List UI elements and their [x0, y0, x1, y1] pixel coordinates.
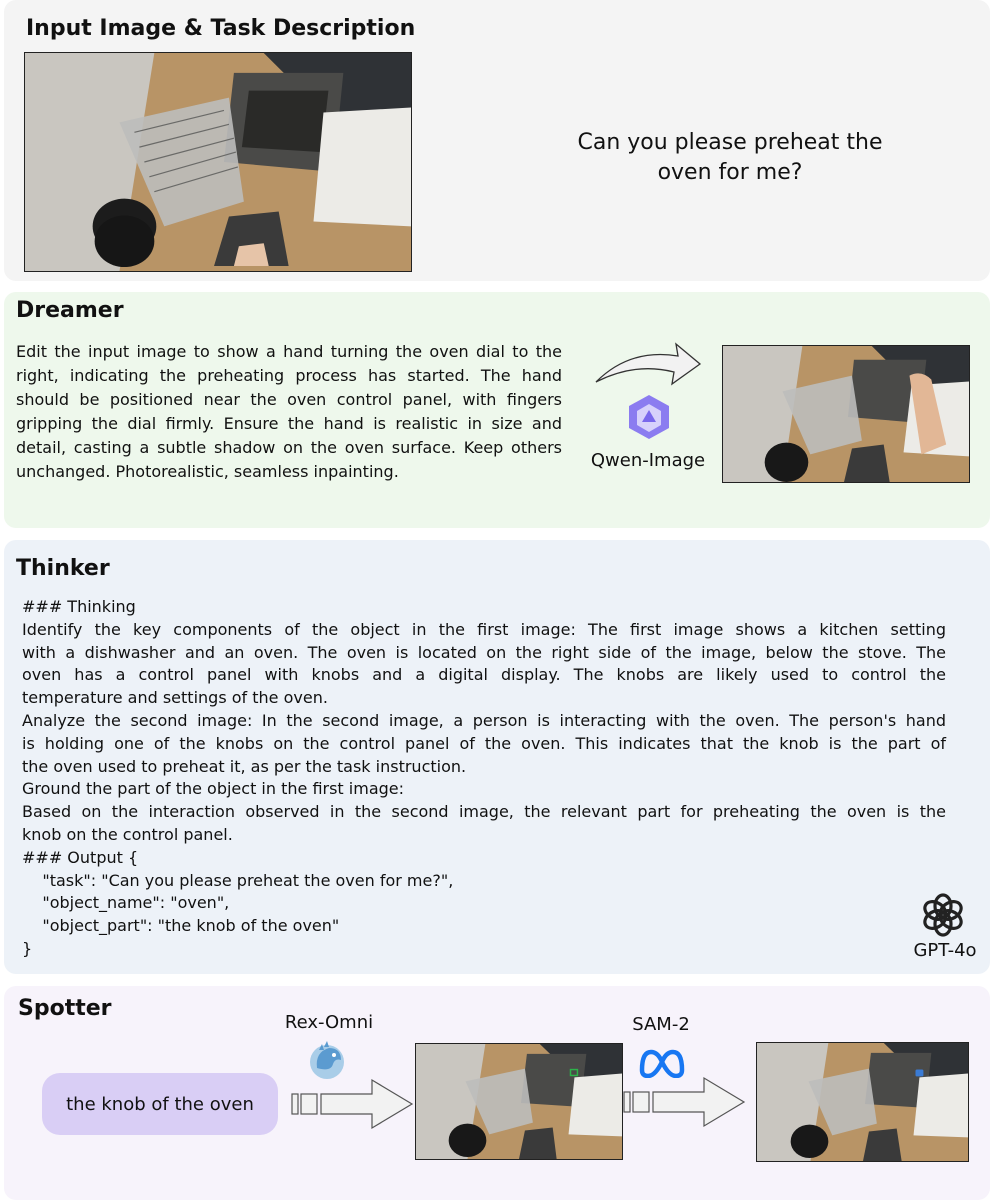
spotter-segmentation-image	[756, 1042, 969, 1162]
curved-arrow-icon	[590, 340, 710, 390]
thinking-line: "object_name": "oven",	[22, 893, 230, 913]
dreamer-edited-image	[722, 345, 970, 483]
thinking-line: Ground the part of the object in the first image:	[22, 779, 405, 799]
thinking-line: Analyze the second image: In the second image, a person is interacting with the oven. The person's hand	[22, 710, 946, 730]
spotter-detection-image	[415, 1043, 623, 1160]
dreamer-edit-prompt: Edit the input image to show a hand turning the oven dial to the right, indicating the preheating process has started. The hand should be positioned near the oven control panel, with fingers gripping the dial firmly. Ensure the hand is realistic in size and detail, casting a subtle shadow on the oven surface. Keep others unchanged. Photorealistic, seamless inpainting.	[16, 342, 562, 481]
thinker-reasoning-text	[22, 596, 946, 961]
thinking-line: Based on the interaction observed in the second image, the relevant part for preheating the oven is the	[22, 802, 946, 822]
block-arrow-2-icon	[622, 1074, 748, 1130]
thinking-line: }	[22, 938, 33, 958]
task-question: Can you please preheat the oven for me?	[577, 130, 883, 185]
part-query-text: the knob of the oven	[66, 1093, 254, 1115]
block-arrow-1-icon	[290, 1076, 416, 1132]
gpt-4o-label: GPT-4o	[913, 940, 977, 961]
sam-2-label: SAM-2	[632, 1014, 690, 1035]
spotter-section-title: Spotter	[18, 996, 112, 1021]
input-section-title: Input Image & Task Description	[26, 16, 416, 41]
thinking-line: knob on the control panel.	[22, 824, 233, 844]
thinking-line: with a dishwasher and an oven. The oven is located on the right side of the image, below the stove. The	[22, 642, 946, 662]
qwen-logo-icon	[622, 392, 676, 442]
thinking-line: ### Output {	[22, 847, 139, 867]
thinking-line: temperature and settings of the oven.	[22, 688, 328, 708]
thinking-line: Identify the key components of the object in the first image: The first image shows a kitchen setting	[22, 619, 946, 639]
dreamer-section-title: Dreamer	[16, 298, 124, 323]
rex-omni-label: Rex-Omni	[284, 1012, 374, 1033]
thinking-line: oven has a control panel with knobs and a digital display. The knobs are likely used to control the	[22, 665, 946, 685]
thinker-section-title: Thinker	[16, 556, 110, 581]
thinking-line: "task": "Can you please preheat the oven for me?",	[22, 870, 454, 890]
thinking-line: ### Thinking	[22, 597, 136, 616]
thinking-line: the oven used to preheat it, as per the task instruction.	[22, 756, 467, 776]
input-kitchen-image	[24, 52, 412, 272]
part-query-pill	[42, 1073, 278, 1135]
qwen-image-label: Qwen-Image	[590, 450, 706, 471]
openai-logo-icon	[918, 890, 968, 940]
thinking-line: "object_part": "the knob of the oven"	[22, 916, 340, 936]
thinking-line: is holding one of the knobs on the control panel of the oven. This indicates that the knob is the part of	[22, 733, 946, 753]
